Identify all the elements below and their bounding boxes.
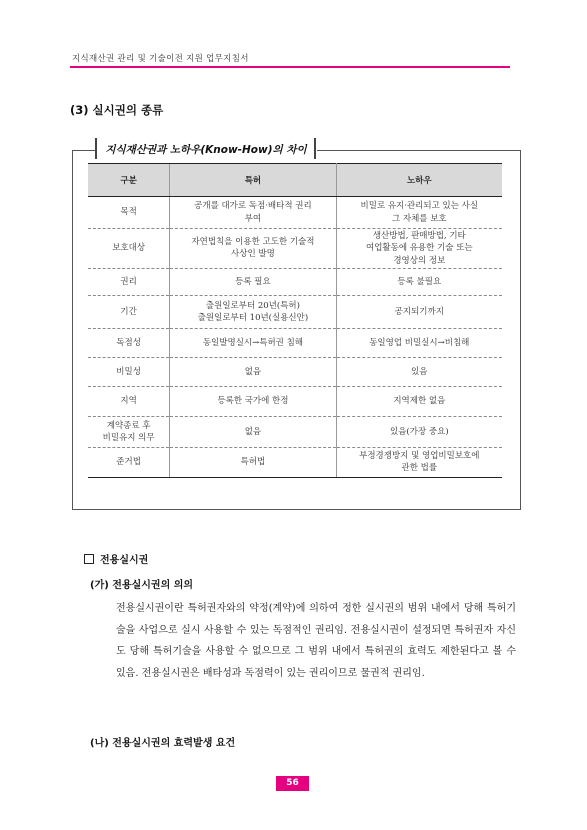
table-header-row <box>88 164 502 197</box>
part-b-title: (나) 전용실시권의 효력발생 요건 <box>90 738 236 749</box>
cell-line: 목적 <box>120 207 137 218</box>
square-bullet-icon <box>84 554 94 564</box>
cell-line: 지역제한 없음 <box>393 396 446 407</box>
patent-cell <box>170 328 336 357</box>
patent-cell <box>170 416 336 447</box>
cell-line: 사상인 발명 <box>231 249 275 260</box>
cell-line: 비밀로 유지·관리되고 있는 사실 <box>360 201 479 212</box>
subsection-heading <box>84 551 148 566</box>
cell-line: 관한 법률 <box>401 463 438 474</box>
cell-line: 등록 필요 <box>235 276 271 287</box>
row-label-cell <box>88 197 170 229</box>
row-label-cell <box>88 229 170 269</box>
subsection-title: 전용실시권 <box>100 555 149 566</box>
table-row <box>88 386 502 416</box>
comparison-table <box>88 163 502 478</box>
column-header: 특허 <box>170 164 336 197</box>
cell-line: 출원일로부터 10년(실용신안) <box>197 312 309 323</box>
cell-line: 비밀성 <box>116 366 141 377</box>
table-caption: 지식재산권과 노하우(Know-How)의 차이 <box>105 144 307 156</box>
column-header: 구분 <box>88 164 170 197</box>
caption-bar-right <box>314 138 316 159</box>
patent-cell <box>170 386 336 416</box>
row-label-cell <box>88 295 170 328</box>
column-header: 노하우 <box>336 164 502 197</box>
cell-line: 있음(가장 중요) <box>390 426 449 437</box>
cell-line: 없음 <box>244 426 262 437</box>
cell-line: 자연법칙을 이용한 고도한 기술적 <box>191 237 315 248</box>
cell-line: 있음 <box>411 366 428 377</box>
row-label-cell <box>88 386 170 416</box>
row-label-cell <box>88 447 170 477</box>
cell-line: 그 자체를 보호 <box>391 213 447 224</box>
knowhow-cell <box>336 328 502 357</box>
cell-line: 계약종료 후 <box>106 420 151 431</box>
cell-line: 경영상의 정보 <box>393 255 446 266</box>
cell-line: 기간 <box>120 306 137 317</box>
cell-line: 여업활동에 유용한 기술 또는 <box>365 243 473 254</box>
part-a-title: (가) 전용실시권의 의의 <box>90 580 194 591</box>
patent-cell <box>170 447 336 477</box>
frame-top-right <box>317 150 520 151</box>
cell-line: 부정경쟁방지 및 영업비밀보호에 <box>359 451 480 462</box>
row-label-cell <box>88 328 170 357</box>
row-label-cell <box>88 416 170 447</box>
patent-cell <box>170 295 336 328</box>
row-label-cell <box>88 268 170 295</box>
cell-line: 보호대상 <box>112 243 146 254</box>
table-row <box>88 357 502 386</box>
row-label-cell <box>88 357 170 386</box>
cell-line: 지역 <box>120 396 137 407</box>
table-row <box>88 268 502 295</box>
cell-line: 권리 <box>120 276 137 287</box>
table-row <box>88 197 502 229</box>
frame-top-left <box>72 150 95 151</box>
section-title: (3) 실시권의 종류 <box>70 103 164 117</box>
cell-line: 특허법 <box>240 457 266 468</box>
knowhow-cell <box>336 295 502 328</box>
table-row <box>88 328 502 357</box>
knowhow-cell <box>336 386 502 416</box>
cell-line: 없음 <box>244 366 262 377</box>
cell-line: 등록한 국가에 한정 <box>217 396 289 407</box>
body-paragraph: 전용실시권이란 특허권자와의 약정(계약)에 의하여 정한 실시권의 범위 내에서 당해 특허기술을 사업으로 실시 사용할 수 있는 독점적인 권리임. 전용실시권이 설정되면 특허권자 자신도 당해 특허기술을 사용할 수 없으므로 그 범위 내에서 특허권의 효력도 제한된다고 볼 수 있음. 전용실시권은 배타성과 독점력이 있는 권리이므로 물권적 권리임. <box>116 603 516 679</box>
caption-bar-left <box>95 138 97 159</box>
page-number: 56 <box>276 776 309 791</box>
cell-line: 등록 불필요 <box>397 276 442 287</box>
cell-line: 부여 <box>244 213 262 224</box>
patent-cell <box>170 268 336 295</box>
header-rule <box>70 66 510 68</box>
cell-line: 출원일로부터 20년(특허) <box>205 300 300 311</box>
knowhow-cell <box>336 416 502 447</box>
cell-line: 독점성 <box>116 337 141 348</box>
table-row <box>88 416 502 447</box>
table-row <box>88 295 502 328</box>
running-header: 지식재산권 관리 및 기술이전 지원 업무지침서 <box>72 54 249 64</box>
knowhow-cell <box>336 357 502 386</box>
cell-line: 공지되기까지 <box>394 306 444 317</box>
knowhow-cell <box>336 197 502 229</box>
patent-cell <box>170 229 336 269</box>
knowhow-cell <box>336 268 502 295</box>
cell-line: 공개를 대가로 독점·배타적 권리 <box>194 201 312 212</box>
cell-line: 동일발명실시→특허권 침해 <box>202 337 303 348</box>
knowhow-cell <box>336 229 502 269</box>
patent-cell <box>170 197 336 229</box>
cell-line: 생산방법, 판매방법, 기타 <box>372 231 466 241</box>
table-row <box>88 447 502 477</box>
cell-line: 비밀유지 의무 <box>102 432 155 443</box>
knowhow-cell <box>336 447 502 477</box>
cell-line: 동일영업 비밀실시→비침해 <box>369 337 470 348</box>
patent-cell <box>170 357 336 386</box>
table-row <box>88 229 502 269</box>
cell-line: 준거법 <box>116 457 141 468</box>
